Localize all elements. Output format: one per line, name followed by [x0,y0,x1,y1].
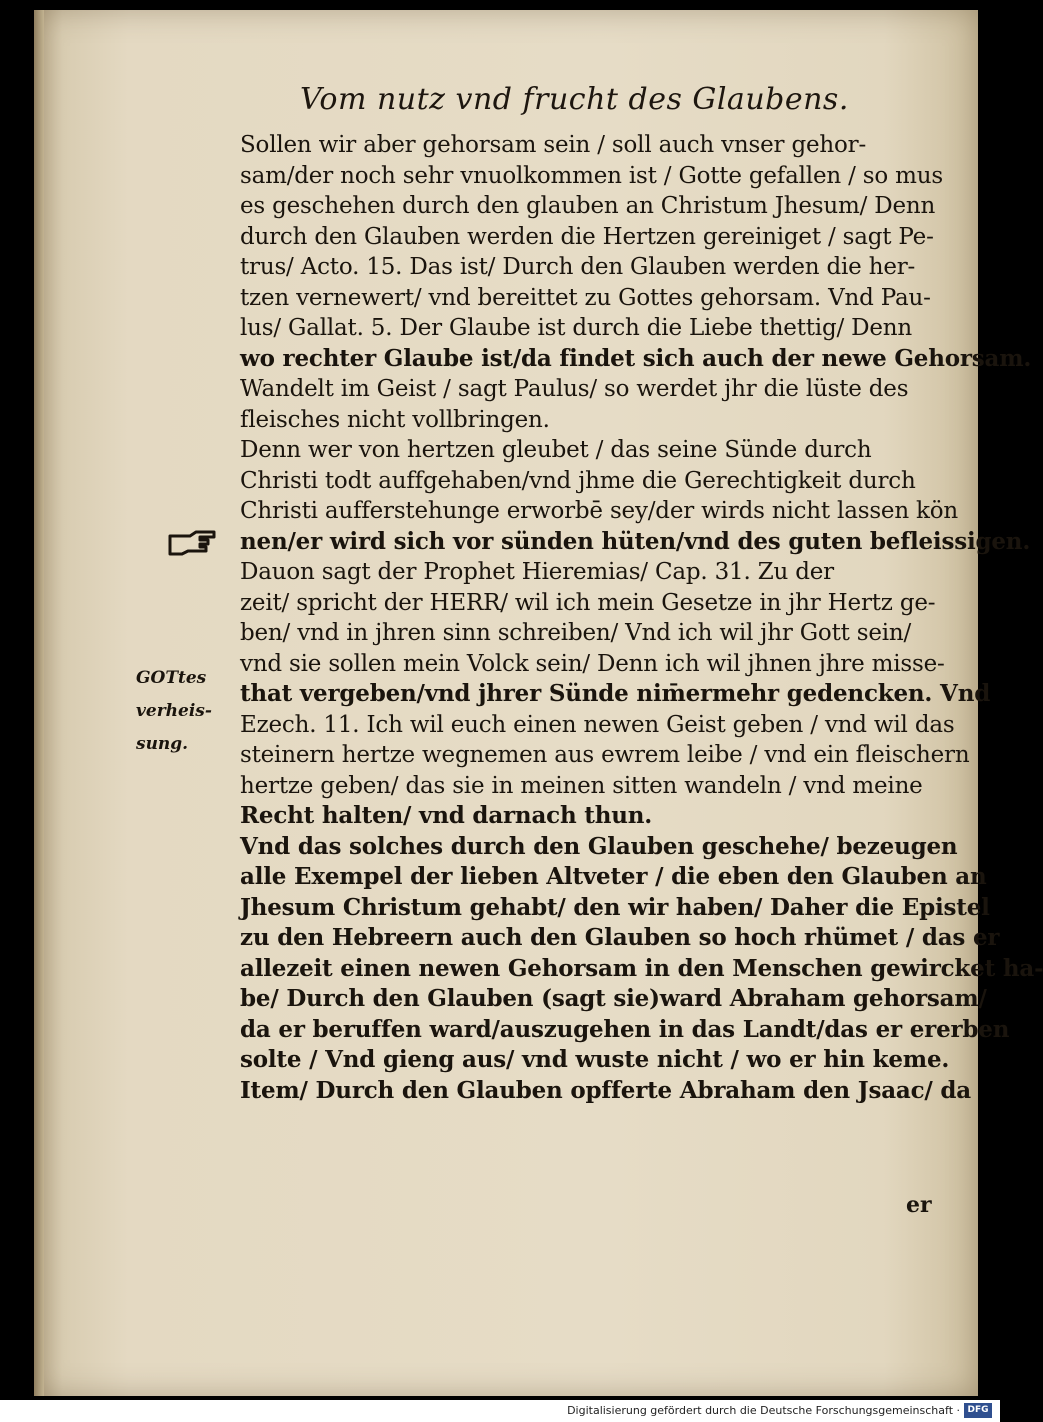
page-gutter-edge [34,10,44,1396]
running-head: Vom nutz vnd frucht des Glaubens. [300,82,849,117]
text-line-24: Vnd das solches durch den Glauben geschehe/ bezeugen [240,832,958,860]
digitization-footer [0,1400,1000,1422]
text-line-31: solte / Vnd gieng aus/ vnd wuste nicht / wo er hin keme. [240,1046,950,1073]
manicule-pointing-hand-icon [168,528,218,556]
text-line-32: Item/ Durch den Glauben opfferte Abraham den Jsaac/ da [240,1076,971,1104]
text-line-11: Denn wer von hertzen gleubet / das seine Sünde durch [240,437,872,463]
text-line-1: Sollen wir aber gehorsam sein / soll auch vnser gehor- [240,132,867,158]
text-line-30: da er beruffen ward/auszugehen in das Landt/das er ererben [240,1015,1010,1043]
footer-credit-text: Digitalisierung gefördert durch die Deutsche Forschungsgemeinschaft · [567,1404,960,1417]
margin-note-line-2: verheis- [136,701,212,721]
body-text [240,130,1043,1106]
text-line-7: lus/ Gallat. 5. Der Glaube ist durch die Liebe thettig/ Denn [240,315,913,341]
text-line-23: Recht halten/ vnd darnach thun. [240,802,653,829]
text-line-6: tzen vernewert/ vnd bereittet zu Gottes gehorsam. Vnd Pau- [240,284,931,311]
text-line-15: Dauon sagt der Prophet Hieremias/ Cap. 31. Zu der [240,559,834,585]
margin-note-line-3: sung. [136,734,189,754]
text-line-18: vnd sie sollen mein Volck sein/ Denn ich wil jhnen jhre misse- [240,650,945,677]
text-line-9: Wandelt im Geist / sagt Paulus/ so werdet jhr die lüste des [240,376,909,402]
text-line-5: trus/ Acto. 15. Das ist/ Durch den Glauben werden die her- [240,254,916,280]
margin-note-line-1: GOTtes [136,668,207,688]
text-line-20: Ezech. 11. Ich wil euch einen newen Geist geben / vnd wil das [240,711,955,738]
text-line-4: durch den Glauben werden die Hertzen gereiniget / sagt Pe- [240,223,934,250]
text-line-22: hertze geben/ das sie in meinen sitten wandeln / vnd meine [240,772,923,799]
text-line-2: sam/der noch sehr vnuolkommen ist / Gotte gefallen / so mus [240,162,943,189]
text-line-13: Christi aufferstehunge erworbē sey/der wirds nicht lassen kön [240,498,959,524]
catchword: er [906,1192,932,1218]
text-line-29: be/ Durch den Glauben (sagt sie)ward Abraham gehorsam/ [240,985,987,1012]
text-line-17: ben/ vnd in jhren sinn schreiben/ Vnd ich wil jhr Gott sein/ [240,620,912,646]
margin-note [136,662,236,761]
text-line-26: Jhesum Christum gehabt/ den wir haben/ Daher die Epistel [240,893,990,921]
text-line-12: Christi todt auffgehaben/vnd jhme die Gerechtigkeit durch [240,467,916,494]
text-line-25: alle Exempel der lieben Altveter / die eben den Glauben an [240,863,987,890]
text-line-27: zu den Hebreern auch den Glauben so hoch rhümet / das er [240,924,1000,951]
text-line-14: nen/er wird sich vor sünden hüten/vnd des guten befleissigen. [240,527,1031,555]
text-line-8: wo rechter Glaube ist/da findet sich auch der newe Gehorsam. [240,344,1032,372]
text-line-21: steinern hertze wegnemen aus ewrem leibe / vnd ein fleischern [240,742,970,768]
text-line-16: zeit/ spricht der HERR/ wil ich mein Gesetze in jhr Hertz ge- [240,589,936,616]
text-line-3: es geschehen durch den glauben an Christum Jhesum/ Denn [240,193,936,219]
text-line-19: that vergeben/vnd jhrer Sünde nim̄ermehr gedencken. Vnd [240,680,991,707]
text-line-28: allezeit einen newen Gehorsam in den Menschen gewircket ha- [240,954,1043,982]
text-line-10: fleisches nicht vollbringen. [240,406,550,433]
dfg-logo: DFG [964,1403,992,1418]
